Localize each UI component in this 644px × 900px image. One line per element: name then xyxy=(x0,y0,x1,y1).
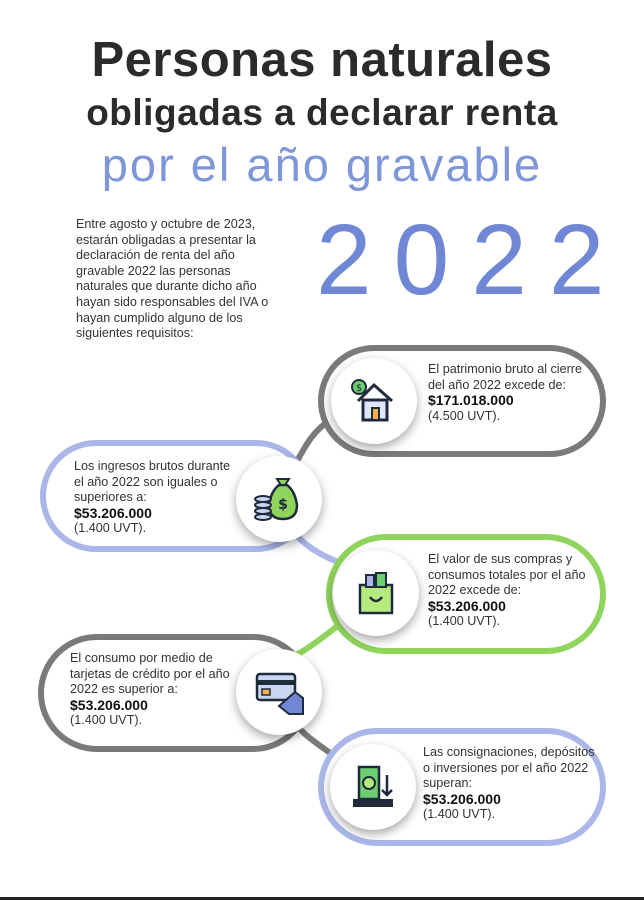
requirement-uvt: (4.500 UVT). xyxy=(428,408,501,423)
requirement-amount: $53.206.000 xyxy=(428,597,506,614)
title-line-2: obligadas a declarar renta xyxy=(86,92,558,133)
requirement-uvt: (1.400 UVT). xyxy=(423,807,496,822)
icon-circle-tarjetas xyxy=(236,649,322,735)
credit-card-hand-icon xyxy=(249,662,309,722)
requirement-text-compras xyxy=(428,552,598,630)
money-bag-coins-icon xyxy=(249,469,309,529)
requirement-uvt: (1.400 UVT). xyxy=(428,614,501,629)
svg-text:$: $ xyxy=(355,383,363,394)
year-display: 2022 xyxy=(316,204,627,316)
requirement-amount: $53.206.000 xyxy=(74,504,152,521)
requirement-description: El consumo por medio de tarjetas de crédito por el año 2022 es superior a: xyxy=(70,651,230,697)
requirement-text-consignaciones xyxy=(423,745,599,823)
requirement-description: Las consignaciones, depósitos o inversiones por el año 2022 superan: xyxy=(423,745,595,791)
requirement-amount: $171.018.000 xyxy=(428,392,514,409)
requirement-amount: $53.206.000 xyxy=(70,696,148,713)
title-line-3: por el año gravable xyxy=(101,138,543,191)
shopping-bag-icon xyxy=(346,563,406,623)
icon-circle-ingresos xyxy=(236,456,322,542)
requirement-text-patrimonio xyxy=(428,362,593,424)
title-line-1: Personas naturales xyxy=(91,33,553,87)
requirement-text-tarjetas xyxy=(70,651,232,729)
house-money-icon xyxy=(344,371,404,431)
requirement-description: El patrimonio bruto al cierre del año 2022 excede de: xyxy=(428,362,582,392)
money-deposit-icon xyxy=(343,757,403,817)
requirement-amount: $53.206.000 xyxy=(423,790,501,807)
svg-text:$: $ xyxy=(278,497,288,513)
requirement-uvt: (1.400 UVT). xyxy=(70,713,143,728)
icon-circle-consignaciones xyxy=(330,744,416,830)
requirement-description: El valor de sus compras y consumos totales por el año 2022 excede de: xyxy=(428,552,586,598)
requirement-description: Los ingresos brutos durante el año 2022 son iguales o superiores a: xyxy=(74,459,231,505)
requirement-uvt: (1.400 UVT). xyxy=(74,521,147,536)
icon-circle-compras xyxy=(333,550,419,636)
intro-paragraph: Entre agosto y octubre de 2023, estarán obligadas a presentar la declaración de renta del año gravable 2022 las personas naturales que durante dicho año hayan sido responsables del IVA o hayan cumplido alguno de los siguientes requisitos: xyxy=(76,217,269,341)
requirement-text-ingresos xyxy=(74,459,234,537)
icon-circle-patrimonio xyxy=(331,358,417,444)
